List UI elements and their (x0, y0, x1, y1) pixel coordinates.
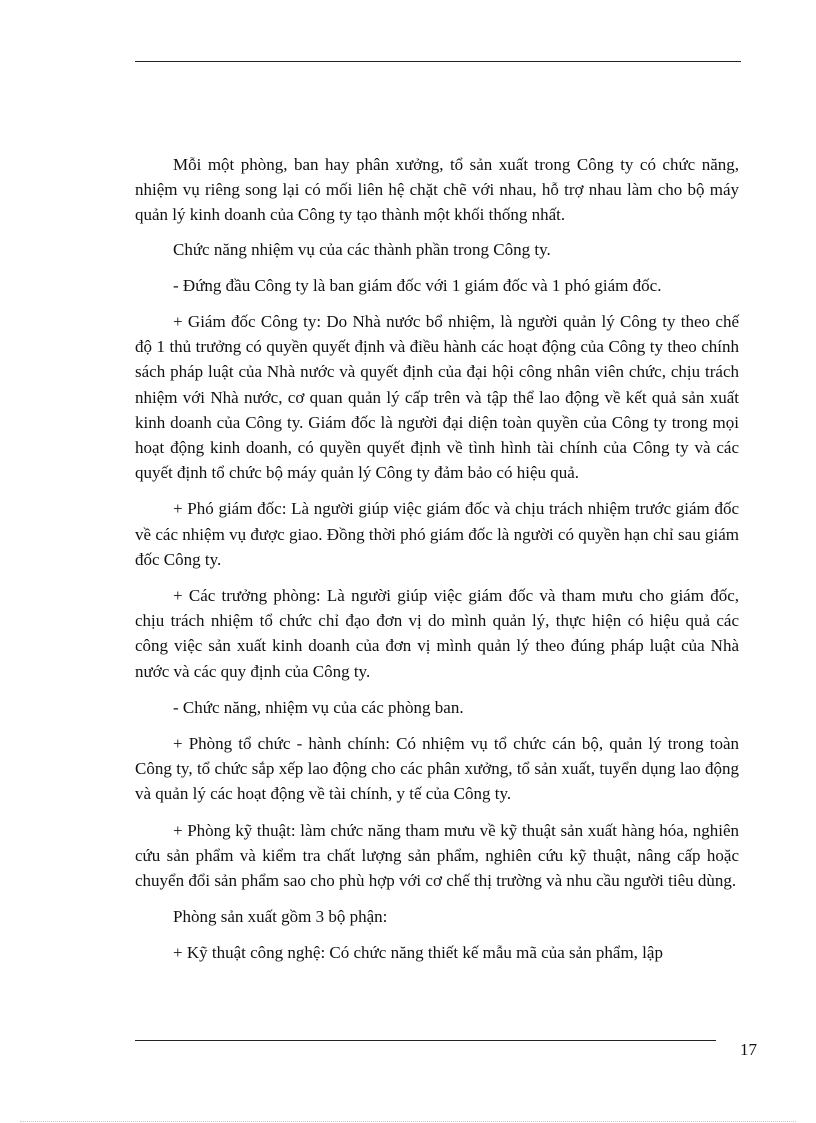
paragraph-deputy-director: + Phó giám đốc: Là người giúp việc giám đốc và chịu trách nhiệm trước giám đốc về các nhiệm vụ được giao. Đồng thời phó giám đốc là người có quyền hạn chỉ sau giám đốc Công ty. (135, 499, 739, 569)
page-number: 17 (740, 1040, 757, 1059)
footer-rule (135, 1040, 716, 1041)
paragraph-board-of-directors: - Đứng đầu Công ty là ban giám đốc với 1 giám đốc và 1 phó giám đốc. (173, 275, 662, 295)
paragraph-intro: Mỗi một phòng, ban hay phân xưởng, tổ sản xuất trong Công ty có chức năng, nhiệm vụ riêng song lại có mối liên hệ chặt chẽ với nhau, hỗ trợ nhau làm cho bộ máy quản lý kinh doanh của Công ty tạo thành một khối thống nhất. (135, 155, 739, 225)
paragraph-technical-department: + Phòng kỹ thuật: làm chức năng tham mưu về kỹ thuật sản xuất hàng hóa, nghiên cứu sản phẩm và kiểm tra chất lượng sản phẩm, nghiên cứu kỹ thuật, nâng cấp hoặc chuyển đổi sản phẩm sao cho phù hợp với cơ chế thị trường và nhu cầu người tiêu dùng. (135, 820, 739, 891)
page-edge-divider (20, 1121, 796, 1122)
paragraph-departments-heading: - Chức năng, nhiệm vụ của các phòng ban. (173, 697, 464, 717)
header-rule (135, 61, 741, 62)
paragraph-production-department: Phòng sản xuất gồm 3 bộ phận: (173, 907, 388, 927)
document-body (135, 152, 739, 977)
paragraph-admin-department: + Phòng tổ chức - hành chính: Có nhiệm vụ tổ chức cán bộ, quản lý trong toàn Công ty, tổ chức sắp xếp lao động cho các phân xưởng, tổ sản xuất, tuyển dụng lao động và quản lý các hoạt động về tài chính, y tế của Công ty. (135, 734, 739, 804)
paragraph-technology: + Kỹ thuật công nghệ: Có chức năng thiết kế mẫu mã của sản phẩm, lập (173, 943, 663, 963)
paragraph-department-heads: + Các trưởng phòng: Là người giúp việc giám đốc và tham mưu cho giám đốc, chịu trách nhiệm tổ chức chỉ đạo đơn vị do mình quản lý, thực hiện có hiệu quả các công việc sản xuất kinh doanh của đơn vị mình quản lý theo đúng pháp luật của Nhà nước và các quy định của Công ty. (135, 586, 739, 681)
paragraph-director: + Giám đốc Công ty: Do Nhà nước bổ nhiệm, là người quản lý Công ty theo chế độ 1 thủ trưởng có quyền quyết định và điều hành các hoạt động của Công ty theo chính sách pháp luật của Nhà nước và quyết định của đại hội công nhân viên chức, chịu trách nhiệm với Nhà nước, cơ quan quản lý cấp trên và tập thể lao động về kết quả sản xuất kinh doanh của Công ty. Giám đốc là người đại diện toàn quyền của Công ty trong mọi hoạt động kinh doanh, có quyền quyết định về tình hình tài chính của Công ty và các quyết định tổ chức bộ máy quản lý Công ty đảm bảo có hiệu quả. (135, 312, 739, 483)
paragraph-functions-heading: Chức năng nhiệm vụ của các thành phần trong Công ty. (173, 239, 551, 259)
